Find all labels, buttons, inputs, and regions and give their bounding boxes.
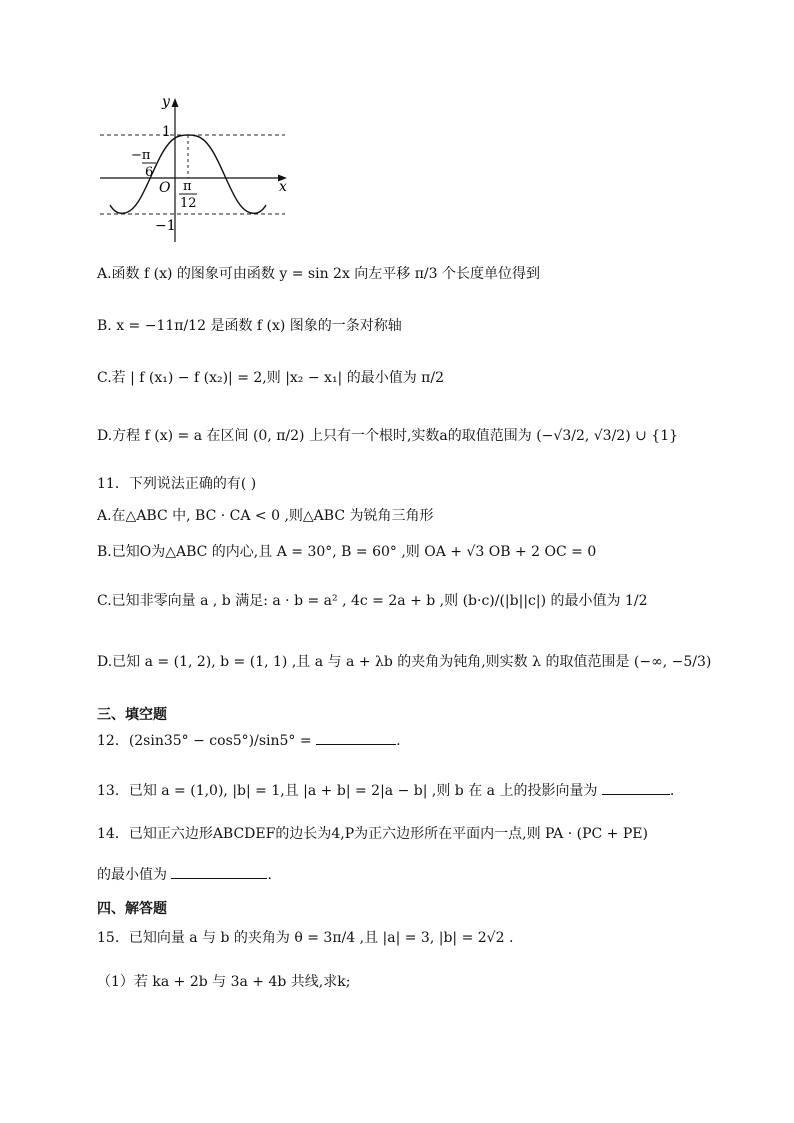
q13-answer-blank[interactable]	[602, 780, 670, 795]
section-solve-title: 四、解答题	[97, 901, 167, 917]
q14-period: .	[267, 867, 272, 883]
q12-period: .	[396, 733, 401, 749]
q10-option-d: D.方程 f (x) = a 在区间 (0, π/2) 上只有一个根时,实数a的取值范围为 (−√3/2, √3/2) ∪ {1}	[97, 428, 679, 444]
y-axis-label: y	[162, 94, 170, 110]
q14-text: 的最小值为	[97, 867, 167, 883]
q15-part1: （1）若 ka + 2b 与 3a + 4b 共线,求k;	[97, 974, 351, 990]
pi12-denominator: 12	[180, 196, 197, 211]
neg-pi6-numerator: −π	[131, 148, 151, 163]
q12-text: 12．(2sin35° − cos5°)/sin5° =	[97, 733, 312, 749]
q13-text: 13．已知 a = (1,0), |b| = 1,且 |a + b| = 2|a − b| ,则 b 在 a 上的投影向量为	[97, 783, 598, 799]
q13-period: .	[669, 783, 675, 799]
q12	[97, 730, 401, 751]
q10-option-a: A.函数 f (x) 的图象可由函数 y = sin 2x 向左平移 π/3 个长度单位得到	[97, 266, 541, 282]
q11-option-d: D.已知 a = (1, 2), b = (1, 1) ,且 a 与 a + λb 的夹角为钝角,则实数 λ 的取值范围是 (−∞, −5/3)	[97, 654, 712, 670]
q15-stem: 15．已知向量 a 与 b 的夹角为 θ = 3π/4 ,且 |a| = 3, |b| = 2√2 .	[97, 930, 514, 946]
sine-graph	[95, 92, 295, 248]
q12-answer-blank[interactable]	[316, 730, 396, 745]
q11-option-c: C.已知非零向量 a , b 满足: a · b = a² , 4c = 2a + b ,则 (b·c)/(|b||c|) 的最小值为 1/2	[97, 593, 648, 609]
q14-line1: 14．已知正六边形ABCDEF的边长为4,P为正六边形所在平面内一点,则 PA · (PC + PE)	[97, 826, 648, 842]
q14-line2	[97, 864, 272, 885]
pi12-numerator: π	[183, 179, 192, 194]
q11-option-b: B.已知O为△ABC 的内心,且 A = 30°, B = 60° ,则 OA + √3 OB + 2 OC = 0	[97, 544, 597, 560]
section-fill-in-title: 三、填空题	[97, 707, 167, 723]
q11-option-a: A.在△ABC 中, BC · CA < 0 ,则△ABC 为锐角三角形	[97, 508, 434, 524]
neg-pi6-denominator: 6	[145, 165, 154, 180]
x-axis-label: x	[279, 179, 287, 195]
origin-label: O	[159, 180, 171, 196]
q14-answer-blank[interactable]	[171, 864, 267, 879]
q11-stem: 11．下列说法正确的有( )	[97, 476, 257, 492]
y-axis-arrow	[172, 98, 179, 107]
q10-option-b: B. x = −11π/12 是函数 f (x) 图象的一条对称轴	[97, 318, 402, 334]
one-label: 1	[162, 124, 171, 140]
q10-option-c: C.若 | f (x₁) − f (x₂)| = 2,则 |x₂ − x₁| 的最小值为 π/2	[97, 370, 444, 386]
neg-one-label: −1	[155, 218, 176, 234]
q13	[97, 780, 674, 801]
